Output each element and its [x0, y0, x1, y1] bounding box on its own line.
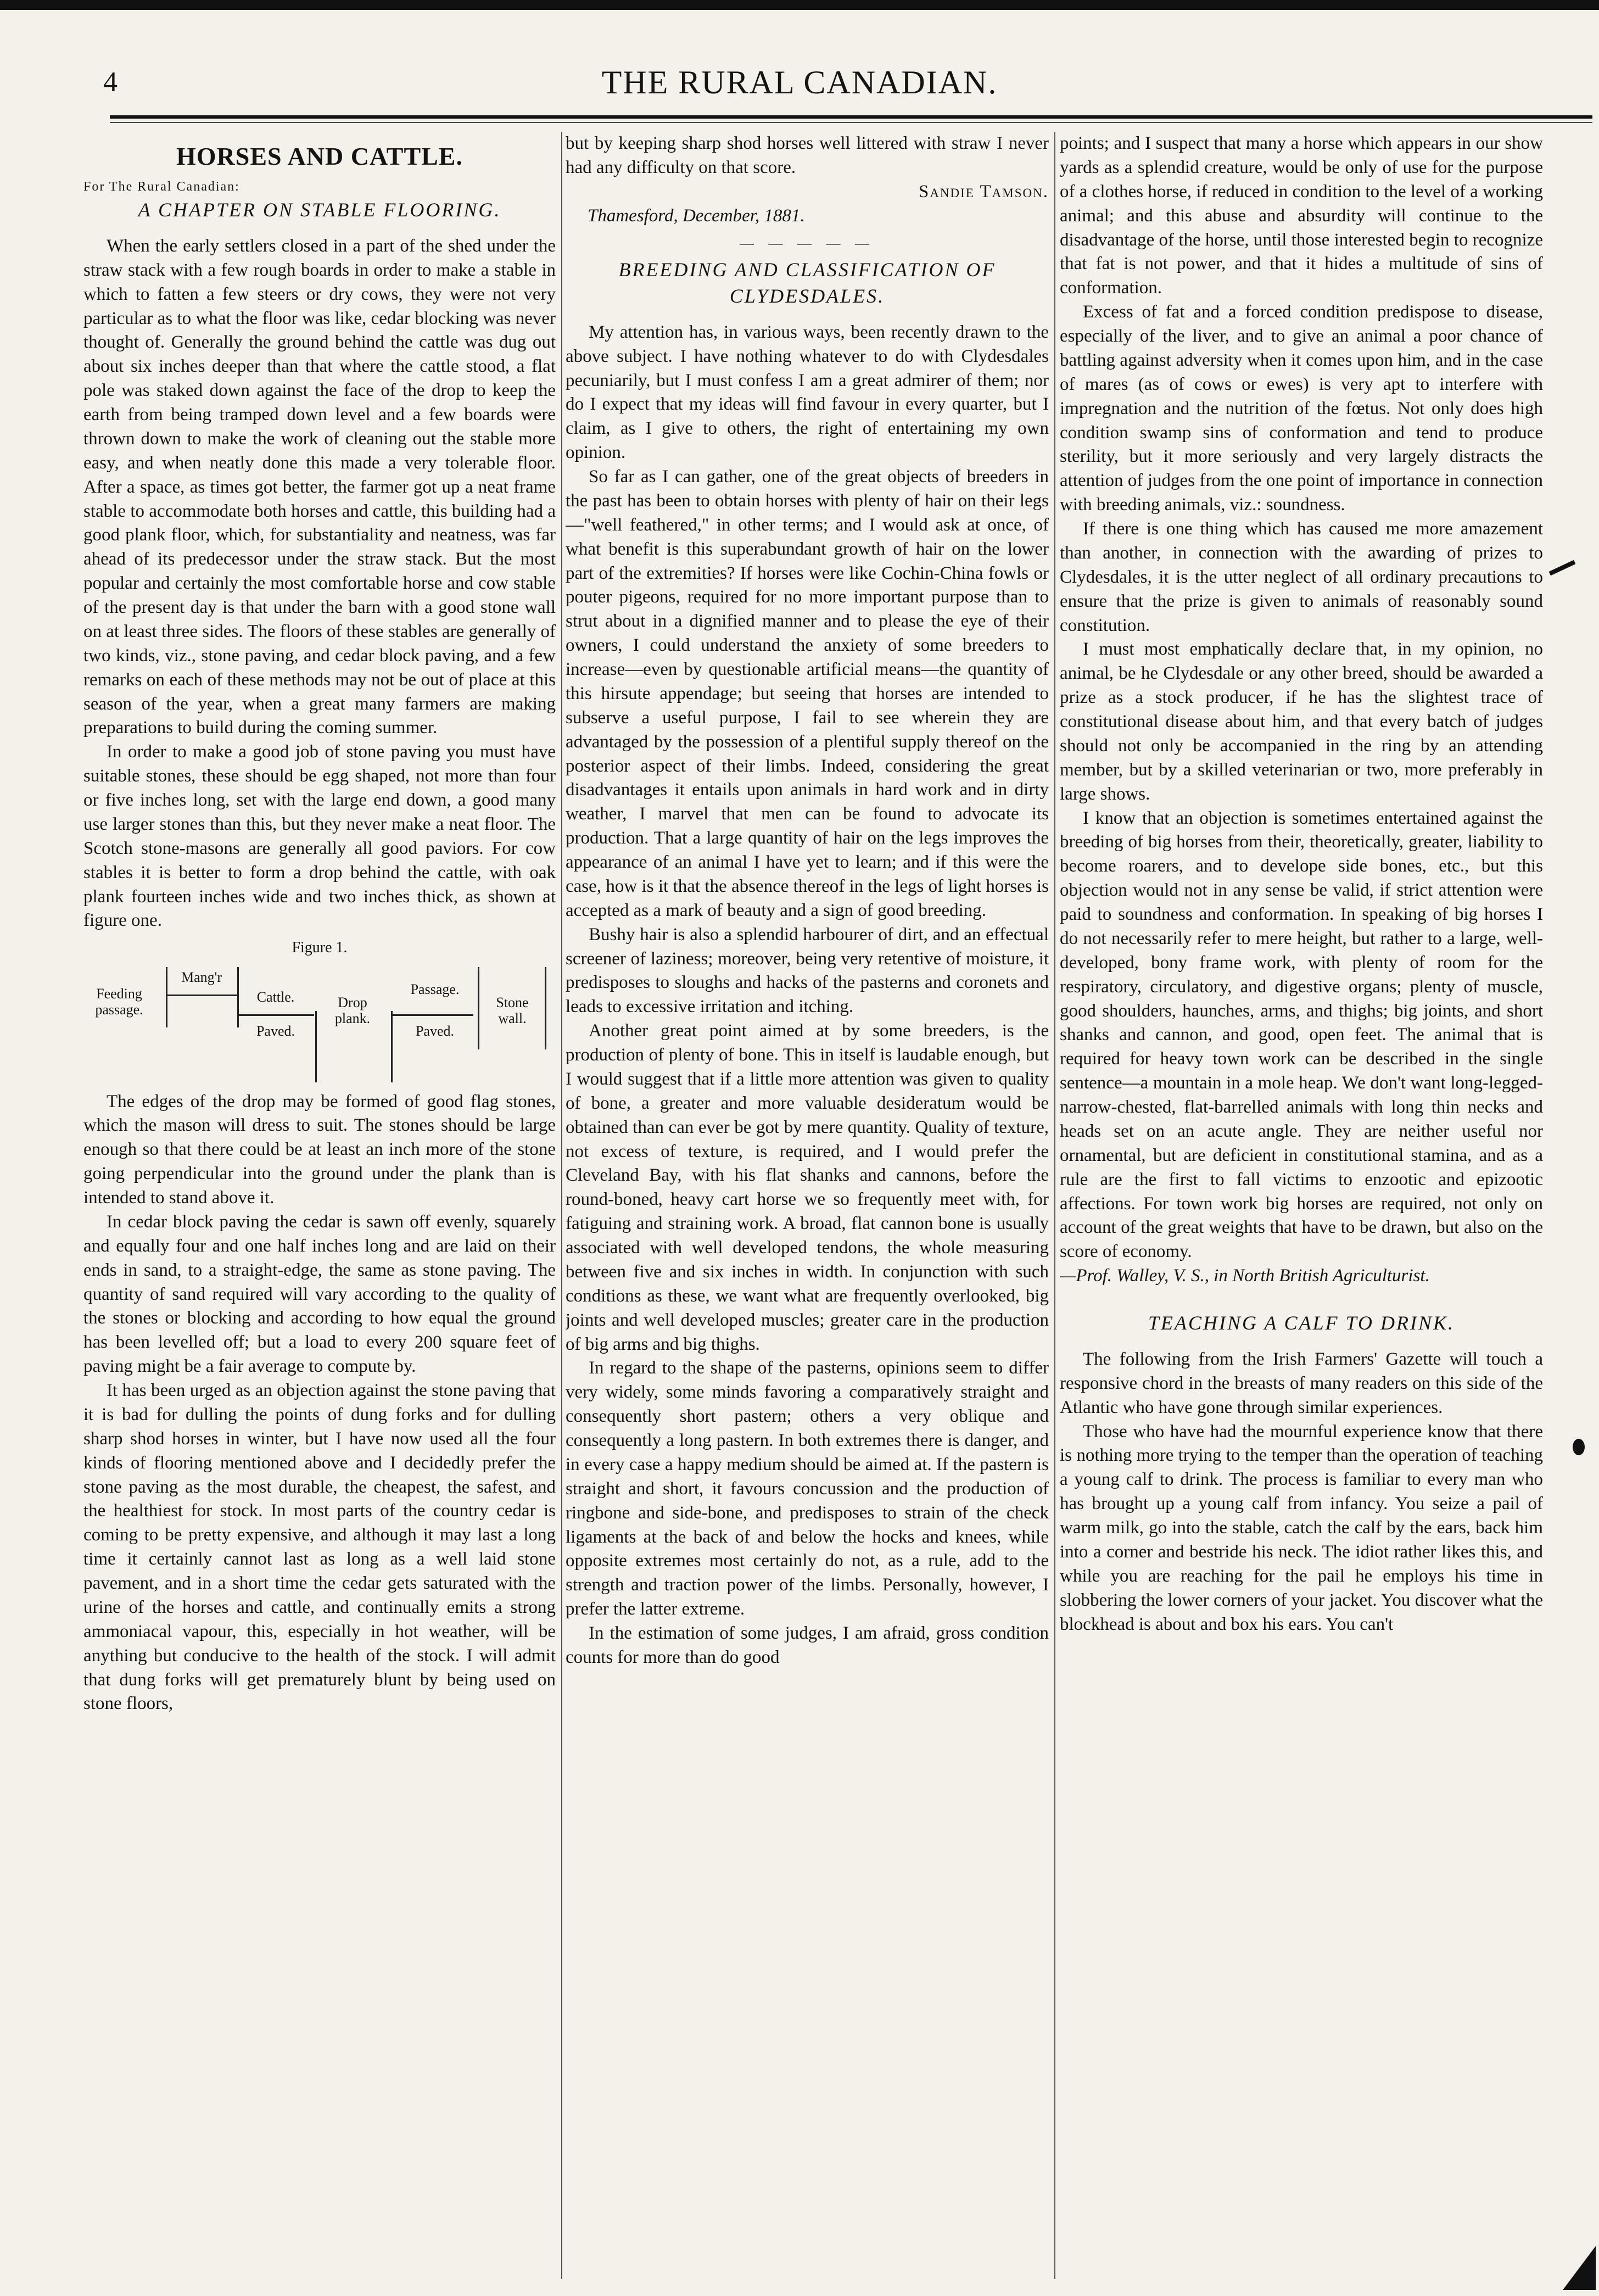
column-1: [83, 132, 556, 2284]
paragraph: It has been urged as an objection against the stone paving that it is bad for dulling the points of dung forks and for dulling sharp shod horses in winter, but I have now used all the four kinds of flooring mentioned above and I decidedly prefer the stone paving as the most durable, the cheapest, the safest, and the healthiest for stock. In most parts of the country cedar is coming to be pretty expensive, and although it may last a long time it certainly cannot last as long as a well laid stone pavement, and in a short time the cedar gets saturated with the urine of the horses and cattle, and continually emits a strong ammoniacal vapour, this, especially in hot weather, will be anything but conducive to the health of the stock. I will admit that dung forks will get prematurely blunt by being used on stone floors,: [83, 1381, 556, 1714]
page-number: 4: [103, 66, 118, 98]
separator: — — — — —: [740, 234, 875, 251]
paragraph: Excess of fat and a forced condition predispose to disease, especially of the liver, and to give an animal a poor chance of battling against adversity when it comes upon him, and in the case of mares (as of cows or ewes) is very apt to interfere with impregnation and the nutrition of the fœtus. Not only does high condition swamp sins of conformation and tend to produce sterility, but it more seriously and very largely distracts the attention of judges from the one point of importance in connection with breeding animals, viz.: soundness.: [1060, 302, 1543, 515]
figure-label: Paved.: [256, 1023, 295, 1039]
header-rule-thin: [110, 122, 1592, 123]
stable-floor-figure: [83, 962, 556, 1082]
article-heading: BREEDING AND CLASSIFICATION OF CLYDESDALES.: [618, 259, 996, 307]
paragraph: The following from the Irish Farmers' Gazette will touch a responsive chord in the breasts of many readers on this side of the Atlantic who have gone through similar experiences.: [1060, 1349, 1543, 1417]
figure-line: [391, 1011, 393, 1082]
paragraph: points; and I suspect that many a horse which appears in our show yards as a splendid creature, would be only of use for the purpose of a clothes horse, if reduced in condition to the level of a working animal; and this abuse and absurdity will continue to the disadvantage of the horse, until those interested begin to recognize that fat is not power, and that it hides a multitude of sins of conformation.: [1060, 133, 1543, 298]
header-rule: [110, 115, 1592, 119]
figure-label: Stone wall.: [496, 994, 529, 1027]
figure-label: Mang'r: [181, 969, 222, 985]
paragraph: I know that an objection is sometimes entertained against the breeding of big horses from their, theoretically, greater, liability to become roarers, and to develope side bones, etc., but this objection would not in any sense be valid, if strict attention were paid to soundness and conformation. In speaking of big horses I do not necessarily refer to mere height, but rather to a large, well-developed, bony frame work, with plenty of room for the respiratory, circulatory, and digestive organs; plenty of muscle, good shoulders, haunches, arms, and thighs; big joints, and short shanks and cannon, and good, open feet. The animal that is required for heavy town work can be described in the single sentence—a mountain in a mole heap. We don't want long-legged-narrow-chested, flat-barrelled animals with long thin necks and heads set on an acute angle. They are neither useful nor ornamental, but are deficient in constitutional stamina, and as a rule are the first to fall victims to enzootic and epizootic affections. For town work big horses are required, not only on account of the great weights that have to be drawn, but also on the score of economy.: [1060, 808, 1543, 1262]
paragraph: I must most emphatically declare that, in my opinion, no animal, be he Clydesdale or any other breed, should be awarded a prize as a stock producer, if he has the slightest trace of constitutional disease about him, and that every batch of judges should not only be accompanied in the ring by an attending member, but by a skilled veterinarian or two, more preferably in large shows.: [1060, 639, 1543, 804]
figure-line: [237, 967, 239, 1027]
figure-title: Figure 1.: [292, 939, 348, 957]
figure-label: Paved.: [415, 1023, 455, 1039]
ink-spot: [1573, 1439, 1585, 1455]
paragraph: The edges of the drop may be formed of good flag stones, which the mason will dress to suit. The stones should be large enough so that there could be at least an inch more of the stone going perpendicular into the ground under the plank than is intended to stand above it.: [83, 1091, 556, 1208]
column-divider: [561, 132, 562, 2279]
masthead: THE RURAL CANADIAN.: [601, 64, 998, 100]
column-2: [566, 132, 1049, 2284]
article-heading: TEACHING A CALF TO DRINK.: [1148, 1312, 1455, 1334]
signature: Sandie Tamson.: [918, 181, 1049, 202]
article-heading: HORSES AND CATTLE.: [176, 142, 463, 170]
figure-line: [315, 1011, 317, 1082]
figure-line: [478, 967, 479, 1049]
figure-line: [545, 967, 546, 1049]
paragraph: Another great point aimed at by some breeders, is the production of plenty of bone. This in itself is laudable enough, but I would suggest that if a little more attention was given to quality of bone, a greater and more valuable desideratum would be obtained than can ever be got by mere quantity. Quality of texture, not excess of texture, is required, and I would prefer the Cleveland Bay, with his flat shanks and cannons, before the round-boned, heavy cart horse we so frequently meet with, for fatiguing and straining work. A broad, flat cannon bone is usually associated with well developed tendons, the whole measuring between five and six inches in width. In conjunction with such conditions as these, we want what are frequently overlooked, big joints and well developed muscles; greater care in the production of big arms and big thighs.: [566, 1021, 1049, 1354]
figure-label: Drop plank.: [334, 994, 371, 1027]
paragraph: Bushy hair is also a splendid harbourer of dirt, and an effectual screener of laziness; moreover, being very retentive of moisture, it predisposes to sloughs and hacks of the pasterns and coronets and leads to excessive irritation and itching.: [566, 924, 1049, 1017]
figure-line: [237, 1014, 314, 1016]
paragraph: So far as I can gather, one of the great objects of breeders in the past has been to obtain horses with plenty of hair on their legs—"well feathered," in other terms; and I would ask at once, of what benefit is this superabundant growth of hair on the lower part of the extremities? If horses were like Cochin-China fowls or pouter pigeons, required for no more important purpose than to strut about in a dignified manner and to please the eye of their owners, I could understand the anxiety of some breeders to increase—even by questionable artificial means—the quantity of this hirsute appendage; but seeing that horses are intended to subserve a useful purpose, I fail to see wherein they are advantaged by the possession of a plentiful supply thereof on the posterior aspect of their limbs. Indeed, considering the great disadvantages it entails upon animals in hard work and in dirty weather, I marvel that men can be found to advocate its production. That a large quantity of hair on the legs improves the appearance of an animal I have yet to learn; and if this were the case, how is it that the absence thereof in the legs of light horses is accepted as a mark of beauty and a sign of good breeding.: [566, 467, 1049, 920]
article-subtitle: A CHAPTER ON STABLE FLOORING.: [138, 199, 501, 221]
column-3: [1060, 132, 1543, 2284]
figure-line: [391, 1014, 473, 1016]
margin-mark: [1549, 560, 1576, 576]
paragraph: In cedar block paving the cedar is sawn off evenly, squarely and equally four and one half inches long and are laid on their ends in sand, to a straight-edge, the same as stone paving. The quantity of sand required will vary according to the quality of the stones or blocking and according to how equal the ground has been levelled off; but a load to every 200 square feet of paving might be a fair average to compute by.: [83, 1211, 556, 1377]
figure-label: Cattle.: [256, 988, 295, 1005]
figure-line: [166, 995, 237, 996]
paragraph: but by keeping sharp shod horses well littered with straw I never had any difficulty on that score.: [566, 133, 1049, 177]
paragraph: If there is one thing which has caused me more amazement than another, in connection with the awarding of prizes to Clydesdales, it is the utter neglect of all ordinary precautions to ensure that the prize is given to animals of reasonably sound constitution.: [1060, 519, 1543, 635]
dateline: Thamesford, December, 1881.: [588, 205, 805, 226]
paragraph: In regard to the shape of the pasterns, opinions seem to differ very widely, some minds favoring a comparatively straight and consequently short pastern; others a very oblique and consequently a long pastern. In both extremes there is danger, and in every case a happy medium should be aimed at. If the pastern is straight and short, it favours concussion and the production of ringbone and side-bone, and predisposes to strain of the check ligaments at the back of and below the hocks and knees, while opposite extremes most certainly do not, as a rule, add to the strength and traction power of the limbs. Personally, however, I prefer the latter extreme.: [566, 1358, 1049, 1619]
paragraph: Those who have had the mournful experience know that there is nothing more trying to the temper than the operation of teaching a young calf to drink. The process is familiar to every man who has brought up a young calf from infancy. You seize a pail of warm milk, go into the stable, catch the calf by the ears, back him into a corner and bestride his neck. The idiot rather likes this, and while you are reaching for the pail he employs his time in slobbering the lower corners of your jacket. You discover what the blockhead is about and box his ears. You can't: [1060, 1421, 1543, 1634]
citation: —Prof. Walley, V. S., in North British Agriculturist.: [1060, 1266, 1430, 1286]
top-border: [0, 0, 1599, 10]
figure-line: [166, 967, 167, 1027]
page-corner: [1563, 2246, 1596, 2290]
column-divider: [1054, 132, 1055, 2279]
byline: For The Rural Canadian:: [83, 180, 240, 194]
figure-label: Passage.: [410, 981, 460, 997]
figure-label: Feeding passage.: [95, 985, 143, 1018]
paragraph: My attention has, in various ways, been recently drawn to the above subject. I have nothing whatever to do with Clydesdales pecuniarily, but I must confess I am a great admirer of them; nor do I expect that my ideas will find favour in every quarter, but I claim, as I give to others, the right of entertaining my own opinion.: [566, 322, 1049, 463]
paragraph: When the early settlers closed in a part of the shed under the straw stack with a few rough boards in order to make a stable in which to fatten a few steers or dry cows, they were not very particular as to what the floor was like, cedar blocking was never thought of. Generally the ground behind the cattle was dug out about six inches deeper than that where the cattle stood, a flat pole was staked down against the face of the drop to keep the earth from being tramped down level and a few boards were thrown down to make the work of cleaning out the stable more easy, and when neatly done this made a very tolerable floor. After a space, as times got better, the farmer got up a neat frame stable to accommodate both horses and cattle, this building had a good plank floor, which, for substantiality and neatness, was far ahead of its predecessor under the straw stack. But the most popular and certainly the most comfortable horse and cow stable of the present day is that under the barn with a good stone wall on at least three sides. The floors of these stables are generally of two kinds, viz., stone paving, and cedar block paving, and a few remarks on each of these methods may not be out of place at this season of the year, when a great many farmers are making preparations to build during the coming summer.: [83, 236, 556, 738]
paragraph: In the estimation of some judges, I am afraid, gross condition counts for more than do good: [566, 1623, 1049, 1667]
paragraph: In order to make a good job of stone paving you must have suitable stones, these should be egg shaped, not more than four or five inches long, set with the large end down, a good many use larger stones than this, but they never make a neat floor. The Scotch stone-masons are generally all good paviors. For cow stables it is better to form a drop behind the cattle, with oak plank fourteen inches wide and two inches thick, as shown at figure one.: [83, 742, 556, 931]
